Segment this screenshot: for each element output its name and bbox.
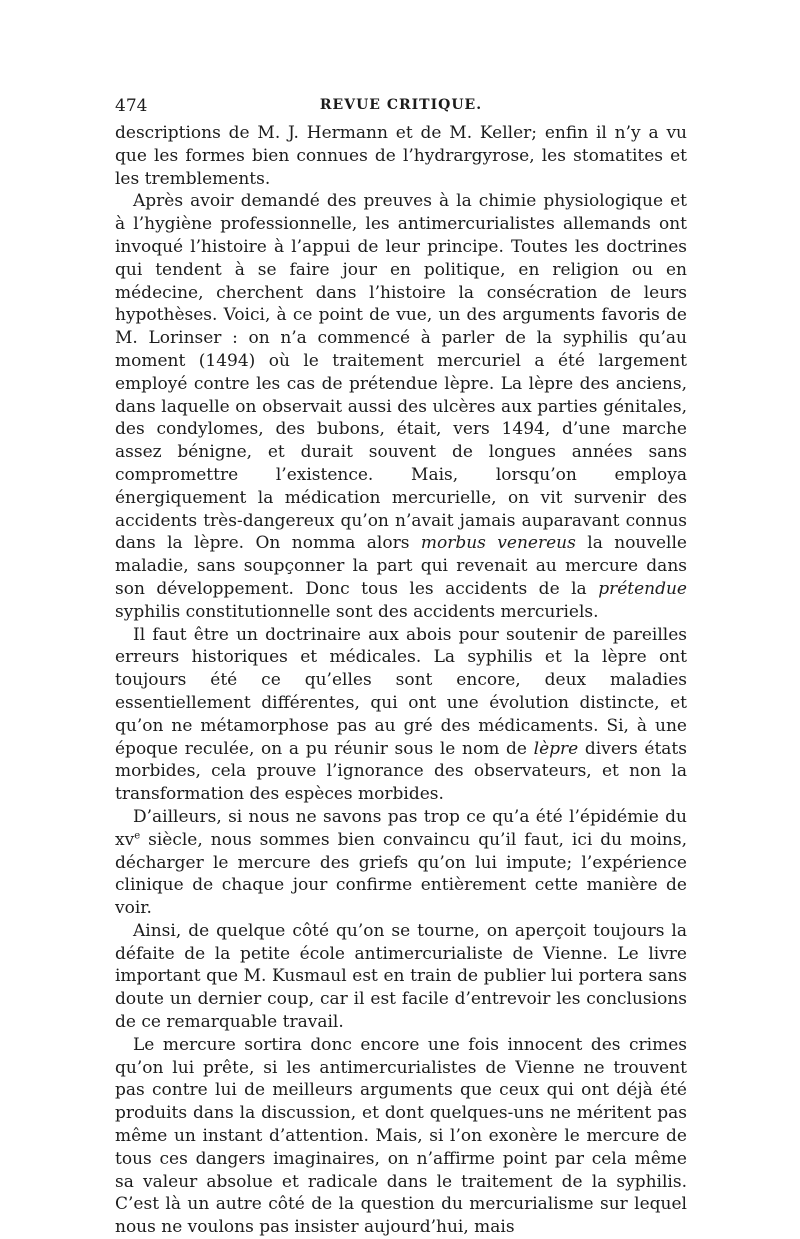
paragraph-4-text-a: D’ailleurs, si nous ne savons pas trop ce qu’a été l’épidémie du xv (115, 806, 687, 850)
paragraph-2-text-a: Après avoir demandé des preuves à la chimie physiologique et à l’hygiène professionnelle, les antimercurialistes allemands ont invoqué l’histoire à l’appui de leur principe. Toutes les doctrines qui tendent à se faire jour en politique, en religion ou en médecine, cherchent dans l’histoire la consécration de leurs hypothèses. Voici, à ce point de vue, un des arguments favoris de M. Lorinser : on n’a commencé à parler de la syphilis qu’au moment (1494) où le traitement mercuriel a été largement employé contre les cas de prétendue lèpre. La lèpre des anciens, dans laquelle on observait aussi des ulcères aux parties génitales, des condylomes, des bubons, était, vers 1494, d’une marche assez bénigne, et durait souvent de longues années sans compromettre l’existence. Mais, lorsqu’on employa énergiquement la médication mercurielle, on vit survenir des accidents très-dangereux qu’on n’avait jamais auparavant connus dans la lèpre. On nomma alors (115, 191, 687, 554)
paragraph-2 (115, 190, 687, 623)
paragraph-6: Le mercure sortira donc encore une fois innocent des crimes qu’on lui prête, si les antimercurialistes de Vienne ne trouvent pas contre lui de meilleurs arguments que ceux qui ont déjà été produits dans la discussion, et dont quelques-uns ne méritent pas même un instant d’attention. Mais, si l’on exonère le mercure de tous ces dangers imaginaires, on n’affirme point par cela même sa valeur absolue et radicale dans le traitement de la syphilis. C’est là un autre côté de la question du mercurialisme sur lequel nous ne voulons pas insister aujourd’hui, mais (115, 1034, 687, 1238)
paragraph-3 (115, 624, 687, 806)
paragraph-2-italic-morbus: morbus venereus (420, 533, 576, 554)
paragraph-2-text-c: syphilis constitutionnelle sont des accidents mercuriels. (115, 601, 599, 622)
paragraph-2-text-b: la nouvelle maladie, sans soupçonner la part qui revenait au mercure dans son développement. Donc tous les accidents de la (115, 533, 687, 599)
page-number: 474 (115, 96, 148, 116)
running-head (115, 92, 687, 122)
paragraph-5: Ainsi, de quelque côté qu’on se tourne, on aperçoit toujours la défaite de la petite école antimercurialiste de Vienne. Le livre important que M. Kusmaul est en train de publier lui portera sans doute un dernier coup, car il est facile d’entrevoir les conclusions de ce remarquable travail. (115, 920, 687, 1033)
book-page (115, 92, 687, 1239)
paragraph-4-superscript: e (134, 830, 141, 842)
paragraph-1: descriptions de M. J. Hermann et de M. Keller; enfin il n’y a vu que les formes bien connues de l’hydrargyrose, les stomatites et les tremblements. (115, 123, 687, 189)
paragraph-3-italic-lepre: lèpre (533, 738, 579, 759)
paragraph-3-text-b: divers états morbides, cela prouve l’ignorance des observateurs, et non la transformation des espèces morbides. (115, 738, 687, 805)
journal-title: REVUE CRITIQUE. (319, 97, 483, 113)
paragraph-3-text-a: Il faut être un doctrinaire aux abois pour soutenir de pareilles erreurs historiques et médicales. La syphilis et la lèpre ont toujours été ce qu’elles sont encore, deux maladies essentiellement différentes, qui ont une évolution distincte, et qu’on ne métamorphose pas au gré des médicaments. Si, à une époque reculée, on a pu réunir sous le nom de (115, 624, 687, 759)
paragraph-4-text-b: siècle, nous sommes bien convaincu qu’il faut, ici du moins, décharger le mercure des griefs qu’on lui impute; l’expérience clinique de chaque jour confirme entièrement cette manière de voir. (115, 829, 687, 919)
paragraph-4 (115, 806, 687, 920)
paragraph-2-italic-pretendue: prétendue (598, 578, 687, 599)
